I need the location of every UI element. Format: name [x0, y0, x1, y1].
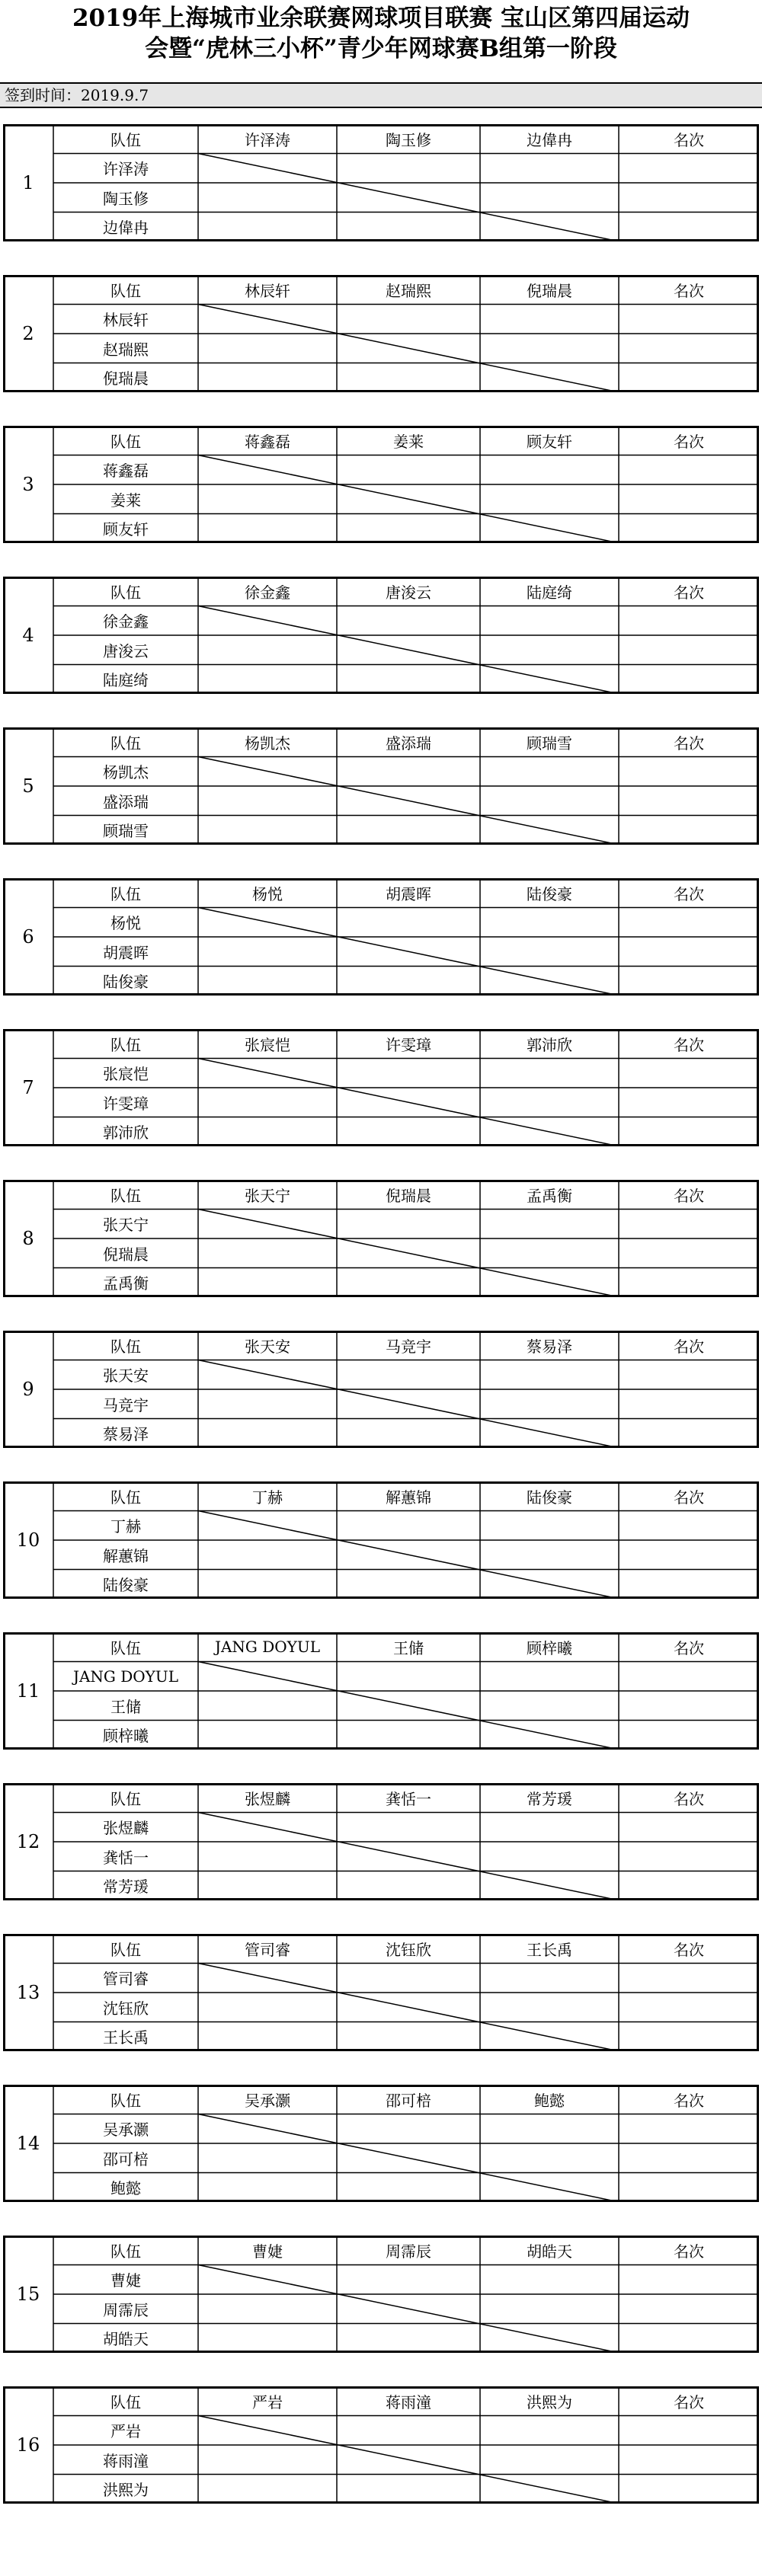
row-player: 洪熙为 — [103, 2481, 149, 2500]
group-table — [3, 1632, 759, 1750]
row-player: 盛添瑞 — [103, 792, 149, 811]
group-number: 13 — [16, 1982, 40, 2003]
header-player: 盛添瑞 — [386, 733, 431, 753]
header-rank: 名次 — [674, 1789, 704, 1808]
header-rank: 名次 — [674, 1186, 704, 1205]
row-player: 陶玉修 — [103, 189, 149, 208]
header-player: 倪瑞晨 — [527, 281, 572, 300]
header-player: 王长禹 — [527, 1940, 572, 1959]
row-player: 周霈辰 — [103, 2300, 149, 2319]
group-table — [3, 878, 759, 996]
row-player: 倪瑞晨 — [103, 1245, 149, 1264]
row-player: 徐金鑫 — [103, 612, 149, 631]
group-number: 3 — [22, 474, 34, 495]
header-player: 顾友轩 — [527, 432, 572, 451]
header-player: 曹婕 — [252, 2242, 283, 2261]
header-rank: 名次 — [674, 1337, 704, 1356]
header-player: 严岩 — [252, 2392, 283, 2411]
row-player: 陆庭绮 — [103, 671, 149, 690]
header-rank: 名次 — [674, 1488, 704, 1507]
header-player: 林辰轩 — [245, 281, 290, 300]
row-player: 胡皓天 — [103, 2330, 149, 2349]
row-player: 王长禹 — [103, 2028, 149, 2047]
header-team: 队伍 — [110, 884, 141, 903]
checkin-time: 签到时间：2019.9.7 — [0, 82, 762, 108]
row-player: 鲍懿 — [110, 2179, 141, 2198]
header-player: 王储 — [393, 1638, 424, 1657]
header-player: 蔡易泽 — [527, 1337, 572, 1356]
row-player: 龚恬一 — [103, 1848, 149, 1867]
row-player: 张天安 — [103, 1366, 149, 1385]
row-player: 倪瑞晨 — [103, 369, 149, 388]
row-player: 张宸恺 — [103, 1065, 149, 1084]
header-team: 队伍 — [110, 281, 141, 300]
header-player: 周霈辰 — [386, 2242, 431, 2261]
header-player: 郭沛欣 — [527, 1035, 572, 1054]
row-player: 严岩 — [110, 2422, 141, 2441]
group-table — [3, 1934, 759, 2051]
header-player: 孟禹衡 — [527, 1186, 572, 1205]
row-player: 陆俊豪 — [103, 973, 149, 992]
header-rank: 名次 — [674, 583, 704, 602]
title-line-1: 2019年上海城市业余联赛网球项目联赛 宝山区第四届运动 — [72, 5, 690, 32]
group-number: 14 — [16, 2133, 40, 2154]
row-player: 顾瑞雪 — [103, 822, 149, 841]
header-player: 常芳瑗 — [527, 1789, 572, 1808]
header-rank: 名次 — [674, 1940, 704, 1959]
header-player: 鲍懿 — [534, 2091, 565, 2110]
group-number: 4 — [22, 625, 34, 646]
header-player: 吴承灏 — [245, 2091, 290, 2110]
header-player: 许雯璋 — [386, 1035, 431, 1054]
row-player: 沈钰欣 — [103, 1999, 149, 2018]
group-number: 1 — [22, 172, 34, 193]
title-line-2: 会暨“虎林三小杯”青少年网球赛B组第一阶段 — [145, 35, 617, 62]
header-team: 队伍 — [110, 583, 141, 602]
header-team: 队伍 — [110, 1488, 141, 1507]
row-player: 解蕙锦 — [103, 1546, 149, 1565]
header-team: 队伍 — [110, 2091, 141, 2110]
header-player: 洪熙为 — [527, 2392, 572, 2411]
header-player: 邵可棓 — [386, 2091, 431, 2110]
header-player: 陆俊豪 — [527, 1488, 572, 1507]
header-player: 边偉冉 — [527, 130, 572, 149]
group-table — [3, 1783, 759, 1900]
group-table — [3, 275, 759, 392]
header-player: 胡皓天 — [527, 2242, 572, 2261]
row-player: 张煜麟 — [103, 1819, 149, 1838]
header-player: 张天宁 — [245, 1186, 290, 1205]
row-player: 唐浚云 — [103, 641, 149, 660]
group-table — [3, 577, 759, 694]
row-player: 丁赫 — [110, 1517, 141, 1536]
group-number: 8 — [22, 1228, 34, 1249]
row-player: 吴承灏 — [103, 2121, 149, 2140]
row-player: 郭沛欣 — [103, 1123, 149, 1143]
group-number: 9 — [22, 1379, 34, 1400]
header-player: 倪瑞晨 — [386, 1186, 431, 1205]
row-player: 陆俊豪 — [103, 1576, 149, 1595]
row-player: 许雯璋 — [103, 1094, 149, 1113]
group-number: 16 — [16, 2434, 40, 2456]
group-table — [3, 1481, 759, 1599]
row-player: 林辰轩 — [103, 311, 149, 330]
header-team: 队伍 — [110, 432, 141, 451]
row-player: 常芳瑗 — [103, 1878, 149, 1897]
header-team: 队伍 — [110, 2392, 141, 2411]
row-player: 王储 — [110, 1697, 141, 1716]
group-number: 12 — [16, 1831, 40, 1852]
row-player: 许泽涛 — [103, 160, 149, 179]
row-player: 顾梓曦 — [103, 1727, 149, 1746]
header-player: 沈钰欣 — [386, 1940, 431, 1959]
header-team: 队伍 — [110, 1035, 141, 1054]
header-team: 队伍 — [110, 1789, 141, 1808]
header-rank: 名次 — [674, 884, 704, 903]
header-player: 蒋鑫磊 — [245, 432, 290, 451]
header-rank: 名次 — [674, 733, 704, 753]
row-player: 蔡易泽 — [103, 1425, 149, 1444]
group-table — [3, 2085, 759, 2202]
header-player: 马竞宇 — [386, 1337, 431, 1356]
header-player: 杨悦 — [252, 884, 283, 903]
header-rank: 名次 — [674, 1035, 704, 1054]
header-player: 赵瑞熙 — [386, 281, 431, 300]
group-number: 10 — [16, 1529, 40, 1551]
row-player: 马竞宇 — [103, 1395, 149, 1414]
group-table — [3, 1029, 759, 1146]
header-player: 徐金鑫 — [245, 583, 290, 602]
header-rank: 名次 — [674, 2242, 704, 2261]
group-number: 5 — [22, 775, 34, 797]
row-player: JANG DOYUL — [72, 1667, 179, 1686]
group-table — [3, 727, 759, 845]
header-rank: 名次 — [674, 1638, 704, 1657]
header-player: 管司睿 — [245, 1940, 290, 1959]
row-player: 边偉冉 — [103, 219, 149, 238]
header-player: 许泽涛 — [245, 130, 290, 149]
header-player: 顾瑞雪 — [527, 733, 572, 753]
row-player: 邵可棓 — [103, 2149, 149, 2169]
header-player: 蒋雨潼 — [386, 2392, 431, 2411]
header-player: 唐浚云 — [386, 583, 431, 602]
row-player: 蒋雨潼 — [103, 2451, 149, 2470]
group-number: 11 — [16, 1680, 40, 1702]
header-rank: 名次 — [674, 432, 704, 451]
header-team: 队伍 — [110, 1186, 141, 1205]
group-table — [3, 1331, 759, 1448]
row-player: 杨悦 — [110, 914, 141, 933]
header-team: 队伍 — [110, 130, 141, 149]
header-player: 龚恬一 — [386, 1789, 431, 1808]
header-player: 张煜麟 — [245, 1789, 290, 1808]
row-player: 管司睿 — [103, 1970, 149, 1989]
header-team: 队伍 — [110, 2242, 141, 2261]
row-player: 姜莱 — [110, 491, 141, 510]
group-number: 15 — [16, 2284, 40, 2305]
header-rank: 名次 — [674, 2392, 704, 2411]
row-player: 杨凯杰 — [103, 763, 149, 782]
row-player: 胡震晖 — [103, 943, 149, 962]
header-rank: 名次 — [674, 281, 704, 300]
page-title — [0, 3, 762, 64]
header-player: JANG DOYUL — [214, 1638, 321, 1657]
group-number: 7 — [22, 1077, 34, 1098]
row-player: 顾友轩 — [103, 520, 149, 539]
header-rank: 名次 — [674, 130, 704, 149]
header-player: 陆庭绮 — [527, 583, 572, 602]
group-table — [3, 1180, 759, 1297]
group-table — [3, 2236, 759, 2353]
header-team: 队伍 — [110, 1337, 141, 1356]
group-number: 2 — [22, 323, 34, 344]
group-table — [3, 2386, 759, 2504]
group-table — [3, 426, 759, 543]
header-player: 张天安 — [245, 1337, 290, 1356]
header-player: 杨凯杰 — [245, 733, 290, 753]
header-player: 胡震晖 — [386, 884, 431, 903]
row-player: 张天宁 — [103, 1216, 149, 1235]
header-player: 解蕙锦 — [386, 1488, 431, 1507]
header-team: 队伍 — [110, 1638, 141, 1657]
header-rank: 名次 — [674, 2091, 704, 2110]
header-player: 丁赫 — [252, 1488, 283, 1507]
row-player: 蒋鑫磊 — [103, 462, 149, 481]
header-team: 队伍 — [110, 1940, 141, 1959]
group-table — [3, 124, 759, 241]
header-player: 姜莱 — [393, 432, 424, 451]
group-number: 6 — [22, 926, 34, 948]
row-player: 赵瑞熙 — [103, 340, 149, 359]
header-player: 顾梓曦 — [527, 1638, 572, 1657]
header-team: 队伍 — [110, 733, 141, 753]
header-player: 陆俊豪 — [527, 884, 572, 903]
row-player: 孟禹衡 — [103, 1274, 149, 1293]
header-player: 张宸恺 — [245, 1035, 290, 1054]
row-player: 曹婕 — [110, 2271, 141, 2290]
header-player: 陶玉修 — [386, 130, 431, 149]
